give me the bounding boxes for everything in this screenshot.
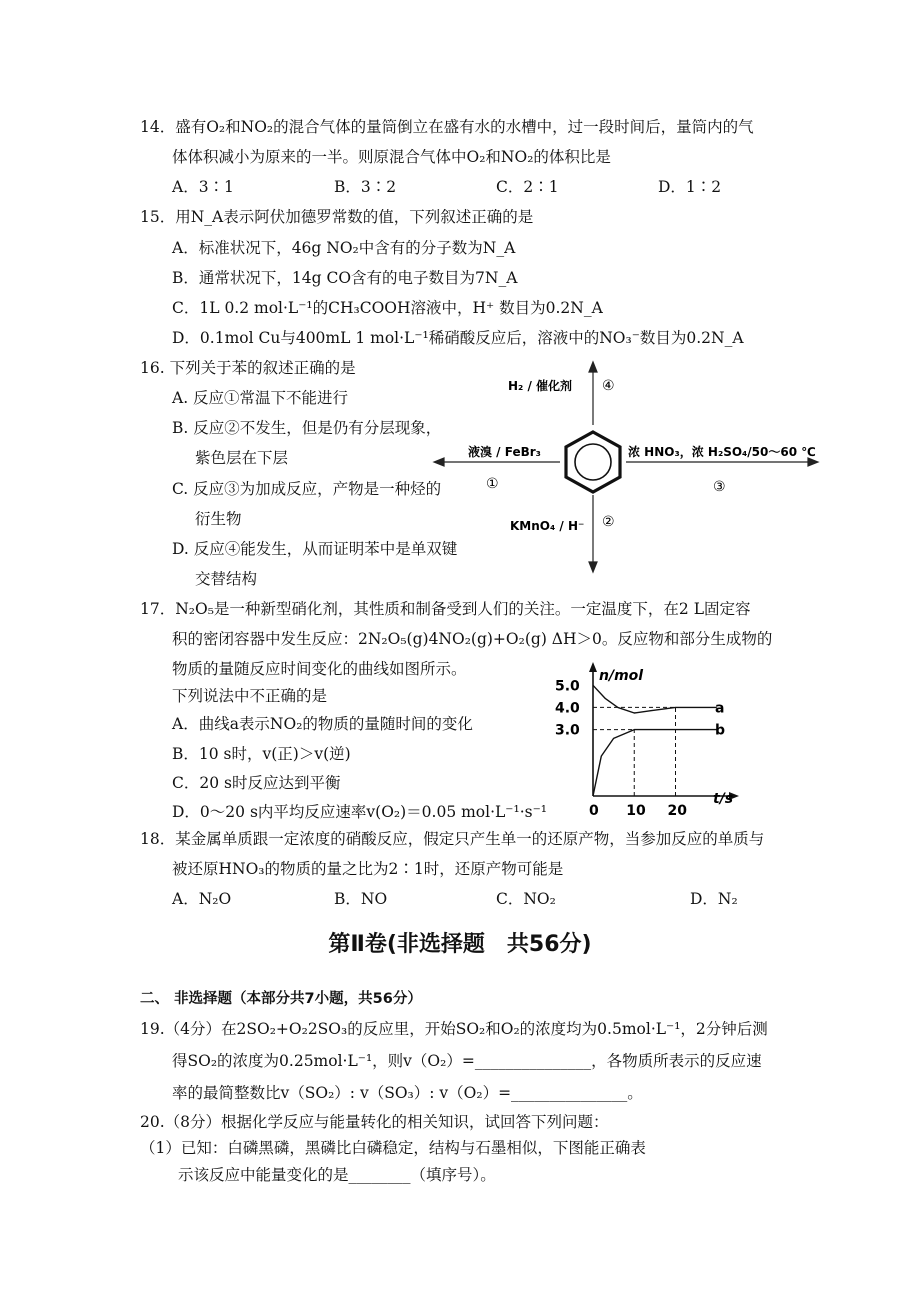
part2-title: 第Ⅱ卷(非选择题 共56分) (328, 932, 592, 957)
y-axis-label: n/mol (599, 668, 644, 684)
q16-option-b-cont: 紫色层在下层 (195, 449, 289, 467)
q20-line2: （1）已知：白磷黑磷，黑磷比白磷稳定，结构与石墨相似，下图能正确表 (140, 1139, 646, 1157)
q19-line1: 19.（4分）在2SO₂+O₂2SO₃的反应里，开始SO₂和O₂的浓度均为0.5mol·L⁻¹，2分钟后测 (140, 1020, 768, 1038)
q18-stem-line1: 18．某金属单质跟一定浓度的硝酸反应，假定只产生单一的还原产物，当参加反应的单质与 (140, 830, 765, 848)
n-vs-t-chart (555, 660, 740, 819)
q15-option-a: A．标准状况下，46g NO₂中含有的分子数为N_A (172, 239, 516, 257)
q17-option-a: A．曲线a表示NO₂的物质的量随时间的变化 (172, 715, 473, 733)
q16-option-d: D. 反应④能发生，从而证明苯中是单双键 (172, 540, 458, 558)
q20-line3: 示该反应中能量变化的是________（填序号）。 (178, 1166, 496, 1184)
q16-option-c-cont: 衍生物 (195, 510, 242, 528)
q14-option-a: A．3∶1 (172, 178, 234, 196)
q16-option-a: A. 反应①常温下不能进行 (172, 389, 349, 407)
q16-option-b: B. 反应②不发生，但是仍有分层现象， (172, 419, 442, 437)
num-left: ① (486, 476, 499, 492)
q18-stem-line2: 被还原HNO₃的物质的量之比为2∶1时，还原产物可能是 (172, 860, 564, 878)
q17-option-b: B．10 s时，v(正)＞v(逆) (172, 745, 351, 763)
q19-line2: 得SO₂的浓度为0.25mol·L⁻¹，则v（O₂）=_______________，各物质所表示的反应速 (172, 1052, 762, 1070)
benzene-reaction-diagram (430, 360, 820, 580)
x-axis-label: t/s (713, 791, 734, 807)
q16-option-c: C. 反应③为加成反应，产物是一种烃的 (172, 480, 442, 498)
q14-stem-line1: 14．盛有O₂和NO₂的混合气体的量筒倒立在盛有水的水槽中，过一段时间后，量筒内的气 (140, 118, 754, 136)
x-tick-label: 0 (589, 803, 599, 819)
reagent-left: 液溴 / FeBr₃ (468, 445, 541, 459)
q14-option-b: B．3∶2 (334, 178, 397, 196)
num-down: ② (602, 514, 615, 530)
q14-stem-line2: 体体积减小为原来的一半。则原混合气体中O₂和NO₂的体积比是 (172, 148, 611, 166)
y-tick-label: 4.0 (555, 700, 580, 717)
q14-option-d: D．1∶2 (658, 178, 722, 196)
q18-option-a: A．N₂O (172, 890, 232, 908)
q17-stem-line1: 17．N₂O₅是一种新型硝化剂，其性质和制备受到人们的关注。一定温度下，在2 L固定容 (140, 600, 751, 618)
x-tick-label: 10 (626, 803, 646, 819)
q17-stem-line3: 物质的量随反应时间变化的曲线如图所示。 (172, 660, 467, 678)
q17-stem-line2: 积的密闭容器中发生反应：2N₂O₅(g)4NO₂(g)+O₂(g) ΔH＞0。反应物和部分生成物的 (172, 630, 773, 648)
series-a-label: a (715, 700, 725, 717)
q15-option-c: C．1L 0.2 mol·L⁻¹的CH₃COOH溶液中，H⁺ 数目为0.2N_A (172, 299, 603, 317)
q14-option-c: C．2∶1 (496, 178, 559, 196)
reagent-up: H₂ / 催化剂 (508, 379, 573, 393)
q16-option-d-cont: 交替结构 (195, 570, 258, 588)
q15-option-b: B．通常状况下，14g CO含有的电子数目为7N_A (172, 269, 518, 287)
y-tick-label: 3.0 (555, 722, 580, 739)
q20-line1: 20.（8分）根据化学反应与能量转化的相关知识，试回答下列问题： (140, 1113, 609, 1131)
q16-stem: 16. 下列关于苯的叙述正确的是 (140, 359, 356, 377)
series-b-line (593, 730, 717, 796)
q17-stem-line4: 下列说法中不正确的是 (172, 687, 328, 705)
q18-option-b: B．NO (334, 890, 388, 908)
reagent-down: KMnO₄ / H⁻ (510, 519, 585, 533)
q18-option-d: D．N₂ (690, 890, 738, 908)
num-right: ③ (713, 479, 726, 495)
y-axis-arrow (589, 662, 597, 672)
series-b-label: b (715, 722, 726, 739)
part2-heading: 二、 非选择题（本部分共7小题，共56分） (140, 991, 422, 1007)
num-up: ④ (602, 378, 615, 394)
q15-stem: 15．用N_A表示阿伏加德罗常数的值，下列叙述正确的是 (140, 208, 534, 226)
x-tick-label: 20 (667, 803, 687, 819)
series-a-line (593, 685, 717, 713)
benzene-ring (566, 432, 620, 492)
y-tick-label: 5.0 (555, 678, 580, 695)
q15-option-d: D．0.1mol Cu与400mL 1 mol·L⁻¹稀硝酸反应后，溶液中的NO₃⁻数目为0.2N_A (172, 329, 744, 347)
q17-option-c: C．20 s时反应达到平衡 (172, 774, 341, 792)
q18-option-c: C．NO₂ (496, 890, 556, 908)
q19-line3: 率的最简整数比v（SO₂）: v（SO₃）: v（O₂）=_______________。 (172, 1084, 643, 1102)
reagent-right: 浓 HNO₃，浓 H₂SO₄/50～60 ℃ (628, 445, 816, 459)
q17-option-d: D．0～20 s内平均反应速率v(O₂)＝0.05 mol·L⁻¹·s⁻¹ (172, 803, 547, 821)
